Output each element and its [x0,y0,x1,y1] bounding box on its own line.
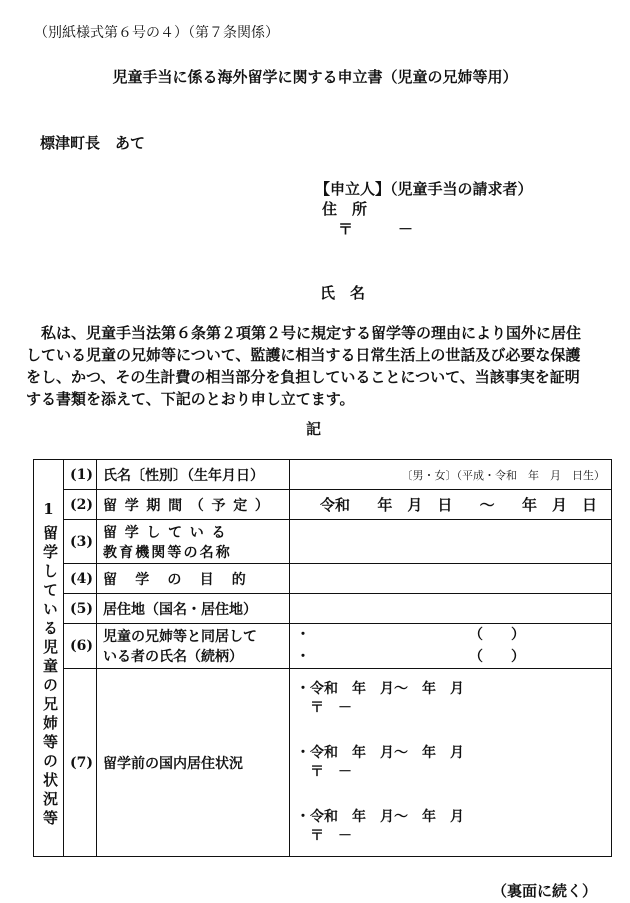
statement-line: 私は、児童手当法第６条第２項第２号に規定する留学等の理由により国外に居住 [26,324,582,342]
domestic-residence-field[interactable]: ・令和 年 月～ 年 月 〒 － ・令和 年 月～ 年 月 〒 － ・令和 年 月～ 年 月 〒 － [290,669,612,857]
row-number: (7) [64,669,97,857]
table-row [34,624,612,669]
row-label: 留学の目的 [97,564,290,594]
row-label: 居住地（国名・居住地） [97,594,290,624]
table-row [34,460,612,490]
addressee: 標津町長 あて [40,134,146,152]
row-number: (4) [64,564,97,594]
side-heading [34,460,64,857]
table-row [34,490,612,520]
period-separator: ～ [479,496,495,514]
row-label: 留学期間（予定） [97,490,290,520]
statement-line: する書類を添えて、下記のとおり申し立てます。 [26,390,355,408]
row-number: (1) [64,460,97,490]
table-row [34,520,612,564]
name-label: 氏 名 [320,284,366,302]
postal-dash: － [398,220,414,238]
statement-line: している児童の兄姉等について、監護に相当する日常生活上の世話及び必要な保護 [26,346,581,364]
form-reference: （別紙様式第６号の４）（第７条関係） [34,25,279,41]
row-number: (3) [64,520,97,564]
side-number: 1 [43,500,54,518]
gender-birth-hint: 〔男・女〕（平成・令和 年 月 日生） [401,468,605,482]
study-purpose-field[interactable] [290,564,612,594]
declaration-statement [26,322,606,410]
bullet: ・ [296,649,310,665]
date-to: 年 月 日 [521,496,597,514]
table-row [34,669,612,857]
table-row [34,564,612,594]
status-table [33,459,612,857]
row-number: (5) [64,594,97,624]
date-from: 年 月 日 [377,496,453,514]
row-number: (2) [64,490,97,520]
name-gender-birth-field[interactable] [290,460,612,490]
relation-paren: （ ） [469,627,525,643]
row-label: 留学している 教育機関等の名称 [97,520,290,564]
side-text: 留学している児童の兄姉等の状況等 [41,525,59,829]
document-title: 児童手当に係る海外留学に関する申立書（児童の兄姉等用） [112,68,518,86]
row-label: 留学前の国内居住状況 [97,669,290,857]
relation-paren: （ ） [469,649,525,665]
applicant-label: 【申立人】（児童手当の請求者） [315,180,533,198]
institution-name-field[interactable] [290,520,612,564]
era-label: 令和 [320,496,351,514]
row-label: 氏名〔性別〕（生年月日） [97,460,290,490]
bullet: ・ [296,627,310,643]
statement-line: をし、かつ、その生計費の相当部分を負担していることについて、当該事実を証明 [26,368,580,386]
table-row [34,594,612,624]
row-label: 児童の兄姉等と同居して いる者の氏名（続柄） [97,624,290,669]
residence-field[interactable] [290,594,612,624]
study-period-field[interactable] [290,490,612,520]
address-label: 住 所 [322,200,368,218]
ki-heading: 記 [306,420,322,438]
row-number: (6) [64,624,97,669]
cohabitant-field[interactable] [290,624,612,669]
continued-note: （裏面に続く） [492,882,598,900]
postal-mark: 〒 [338,220,354,238]
